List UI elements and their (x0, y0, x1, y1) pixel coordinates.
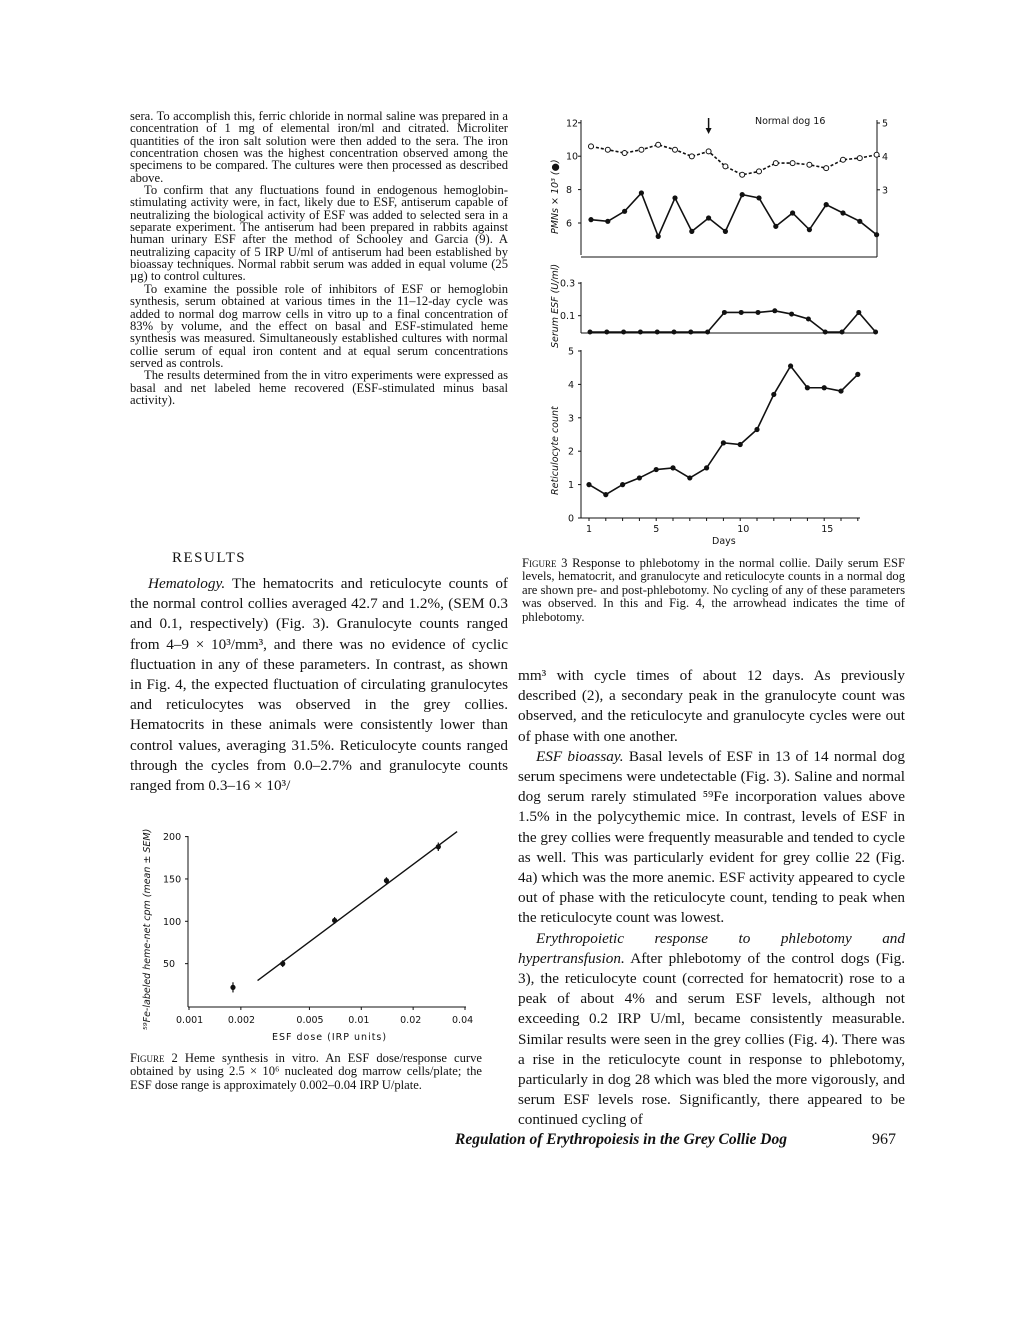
pmn-point (874, 232, 879, 237)
reticulocyte-point (603, 492, 608, 497)
esf-point (604, 330, 609, 335)
x-tick-label: 0.005 (296, 1015, 324, 1026)
esf-point (823, 330, 828, 335)
y-tick-label: 50 (163, 959, 176, 971)
esf-point (638, 330, 643, 335)
x-tick-label: 0.02 (400, 1015, 422, 1026)
pmn-point (588, 217, 593, 222)
results-heading: RESULTS (172, 550, 247, 566)
y-tick-label: 0.1 (560, 311, 576, 323)
pmn-point (840, 210, 845, 215)
esf-point (655, 330, 660, 335)
right-tick-label: 3 (882, 185, 889, 197)
ery-lead: Erythropoietic response to phlebotomy and hypertransfusion. (518, 929, 905, 967)
fig3-pmn-ylabel: PMNs × 10³ (●) (550, 159, 561, 234)
hematocrit-point (656, 142, 661, 147)
x-tick-label: 15 (821, 524, 834, 535)
pmn-point (740, 192, 745, 197)
pmn-point (706, 215, 711, 220)
reticulocyte-point (788, 363, 793, 368)
data-point (280, 961, 285, 966)
hematocrit-point (639, 147, 644, 152)
x-tick-label: 1 (586, 524, 593, 535)
y-tick-label: 5 (568, 346, 575, 358)
y-tick-label: 4 (568, 379, 575, 391)
y-tick-label: 12 (566, 118, 579, 130)
esf-point (672, 330, 677, 335)
hematocrit-series-line (591, 145, 877, 175)
y-tick-label: 100 (163, 916, 182, 928)
esf-point (840, 330, 845, 335)
esf-point (621, 330, 626, 335)
data-point (230, 985, 235, 990)
esf-text: Basal levels of ESF in 13 of 14 normal dog serum specimens were undetectable (Fig. 3). Saline and normal dog serum rarely stimulated ⁵⁹Fe incorporation values above 1.5% in the polycythemic mice. In contrast, levels of ESF in the grey collies were frequently measurable and tended to cycle as well. This was particularly evident for grey collie 22 (Fig. 4a) which was the more anemic. ESF activity appeared to cycle out of phase with the reticulocyte count, tending to peak when the reticulocyte count was lowest. (518, 747, 905, 927)
hematocrit-point (673, 147, 678, 152)
hematocrit-point (857, 156, 862, 161)
y-tick-label: 0 (568, 513, 575, 525)
reticulocyte-point (855, 372, 860, 377)
fig2-xlabel: ESF dose (IRP units) (272, 1032, 388, 1043)
fig2-label: Figure 2 (130, 1051, 178, 1065)
pmn-point (824, 202, 829, 207)
pmn-point (622, 209, 627, 214)
reticulocyte-point (738, 442, 743, 447)
esf-point (873, 330, 878, 335)
hematology-text: The hematocrits and reticulocyte counts of the normal control collies averaged 42.7 and 1.2%, (SEM 0.3 and 0.1, respectively) (Fig. 3). Granulocyte counts ranged from 4–9 × 10³/mm³, and there was no evidence of cyclic fluctuation in any of these parameters. In contrast, as shown in Fig. 4, the expected fluctuation of circulating granulocytes and reticulocytes was observed in the grey collies. Hematocrits in these animals were consistently lower than control values, averaging 31.5%. Reticulocyte counts ranged through the cycles from 0.0–2.7% and granulocyte counts ranged from 0.3–16 × 10³/ (130, 575, 508, 795)
esf-series-line (590, 311, 876, 332)
paragraph: The results determined from the in vitro experiments were expressed as basal and net labeled heme recovered (ESF-stimulated minus basal activity). (130, 368, 508, 407)
paragraph: To examine the possible role of inhibitors of ESF or hemoglobin synthesis, serum obtained at various times in the 11–12-day cycle was added to normal dog marrow cells in vitro up to a final concentration of 83% by volume, and the effect on basal and ESF-stimulated heme synthesis was measured. Simultaneously established cultures with normal collie serum of equal iron content and at equal serum concentrations served as controls. (130, 281, 508, 370)
phlebotomy-arrowhead-icon (706, 128, 712, 134)
reticulocyte-point (670, 465, 675, 470)
hematocrit-point (589, 144, 594, 149)
hematocrit-point (622, 151, 627, 156)
pmn-point (807, 227, 812, 232)
hematocrit-point (790, 161, 795, 166)
hematocrit-point (874, 152, 879, 157)
hematocrit-point (740, 172, 745, 177)
y-tick-label: 10 (566, 151, 579, 163)
fit-line (258, 832, 458, 981)
pmn-point (756, 195, 761, 200)
pmn-point (857, 219, 862, 224)
esf-lead: ESF bioassay. (536, 747, 624, 765)
reticulocyte-point (754, 427, 759, 432)
running-title: Regulation of Erythropoiesis in the Grey Collie Dog (455, 1131, 787, 1148)
pmn-point (639, 190, 644, 195)
pmn-point (773, 224, 778, 229)
pmn-series-line (591, 193, 877, 236)
x-tick-label: 0.001 (176, 1015, 204, 1026)
fig3-label: Figure 3 (522, 556, 568, 570)
page-number: 967 (872, 1131, 896, 1148)
y-tick-label: 150 (163, 874, 182, 886)
hematocrit-point (807, 162, 812, 167)
x-tick-label: 10 (737, 524, 750, 535)
pmn-point (790, 210, 795, 215)
reticulocyte-point (586, 482, 591, 487)
reticulocyte-point (687, 475, 692, 480)
hematocrit-point (706, 149, 711, 154)
paragraph: mm³ with cycle times of about 12 days. As previously described (2), a secondary peak in the granulocyte count was observed, and the reticulocyte and granulocyte cycles were out of phase with one another. (518, 667, 905, 745)
reticulocyte-point (838, 388, 843, 393)
reticulocyte-point (704, 465, 709, 470)
y-tick-label: 6 (566, 218, 573, 230)
reticulocyte-point (620, 482, 625, 487)
fig3-ret-ylabel: Reticulocyte count (550, 406, 561, 495)
esf-point (588, 330, 593, 335)
y-tick-label: 3 (568, 413, 575, 425)
paragraph: sera. To accomplish this, ferric chloride in normal saline was prepared in a concentration of 1 mg of elemental iron/ml and citrated. Microliter quantities of the iron salt solution were then added to the sera. The iron concentration chosen was the highest concentration observed among the specimens to be compared. The cultures were then processed as described above. (130, 109, 508, 185)
hematocrit-point (605, 147, 610, 152)
reticulocyte-point (654, 467, 659, 472)
x-tick-label: 5 (653, 524, 660, 535)
hematology-lead: Hematology. (148, 575, 226, 592)
x-tick-label: 0.002 (227, 1015, 256, 1026)
ery-text: After phlebotomy of the control dogs (Fig. 3), the reticulocyte count (corrected for hematocrit) rose to a peak of about 4% and serum ESF levels, although not exceeding 0.2 IRP U/ml, became consistently measurable. Similar results were seen in the grey collies (Fig. 4). There was a rise in the reticulocyte count in response to phlebotomy, particularly in dog 28 which was bled the more vigorously, and serum ESF levels rose. Significantly, there appeared to be continued cycling of (518, 949, 905, 1129)
esf-point (739, 310, 744, 315)
reticulocyte-point (822, 385, 827, 390)
fig2-caption-text: Heme synthesis in vitro. An ESF dose/response curve obtained by using 2.5 × 10⁶ nucleated dog marrow cells/plate; the ESF dose range is approximately 0.002–0.04 IRP U/plate. (130, 1051, 482, 1092)
esf-point (722, 310, 727, 315)
fig2-ylabel: ⁵⁹Fe-labeled heme-net cpm (mean ± SEM) (142, 828, 153, 1030)
hematocrit-point (841, 157, 846, 162)
y-tick-label: 1 (568, 480, 575, 492)
pmn-point (672, 195, 677, 200)
fig3-caption-text: Response to phlebotomy in the normal collie. Daily serum ESF levels, hematocrit, and granulocyte and reticulocyte counts in a normal dog are shown pre- and post-phlebotomy. No cycling of any of these parameters was observed. In this and Fig. 4, the arrowhead indicates the time of phlebotomy. (522, 556, 905, 624)
y-tick-label: 200 (163, 832, 182, 844)
reticulocyte-point (771, 392, 776, 397)
esf-point (806, 316, 811, 321)
reticulocyte-point (805, 385, 810, 390)
pmn-point (656, 234, 661, 239)
data-point (384, 878, 389, 883)
esf-point (856, 310, 861, 315)
pmn-point (605, 219, 610, 224)
x-tick-label: 0.04 (452, 1015, 474, 1026)
esf-point (688, 330, 693, 335)
hematocrit-point (757, 169, 762, 174)
data-point (436, 844, 441, 849)
hematocrit-point (723, 164, 728, 169)
fig3-esf-ylabel: Serum ESF (U/ml) (550, 263, 561, 348)
paragraph: To confirm that any fluctuations found in endogenous hemoglobin-stimulating activity were, in fact, likely due to ESF, antiserum capable of neutralizing the biological activity of ESF was added to selected sera in a separate experiment. The antiserum had been prepared in rabbits against human urinary ESF after the method of Schooley and Garcia (9). A neutralizing capacity of 5 IRP U/ml of antiserum had been established by bioassay techniques. Normal rabbit serum was added in equal volume (25 µg) to control cultures. (130, 183, 508, 284)
reticulocyte-point (721, 440, 726, 445)
y-tick-label: 8 (566, 185, 573, 197)
esf-point (756, 310, 761, 315)
x-tick-label: 0.01 (348, 1015, 370, 1026)
y-tick-label: 0.3 (560, 278, 576, 290)
hematocrit-point (773, 161, 778, 166)
right-tick-label: 5 (882, 118, 889, 130)
pmn-point (689, 229, 694, 234)
right-tick-label: 4 (882, 151, 889, 163)
fig3-xlabel: Days (712, 536, 736, 547)
esf-point (789, 312, 794, 317)
pmn-point (723, 229, 728, 234)
hematocrit-point (689, 154, 694, 159)
data-point (332, 918, 337, 923)
esf-point (772, 308, 777, 313)
fig3-title: Normal dog 16 (755, 116, 826, 127)
esf-point (705, 330, 710, 335)
reticulocyte-series-line (589, 366, 858, 495)
hematocrit-point (824, 166, 829, 171)
y-tick-label: 2 (568, 446, 575, 458)
reticulocyte-point (637, 475, 642, 480)
